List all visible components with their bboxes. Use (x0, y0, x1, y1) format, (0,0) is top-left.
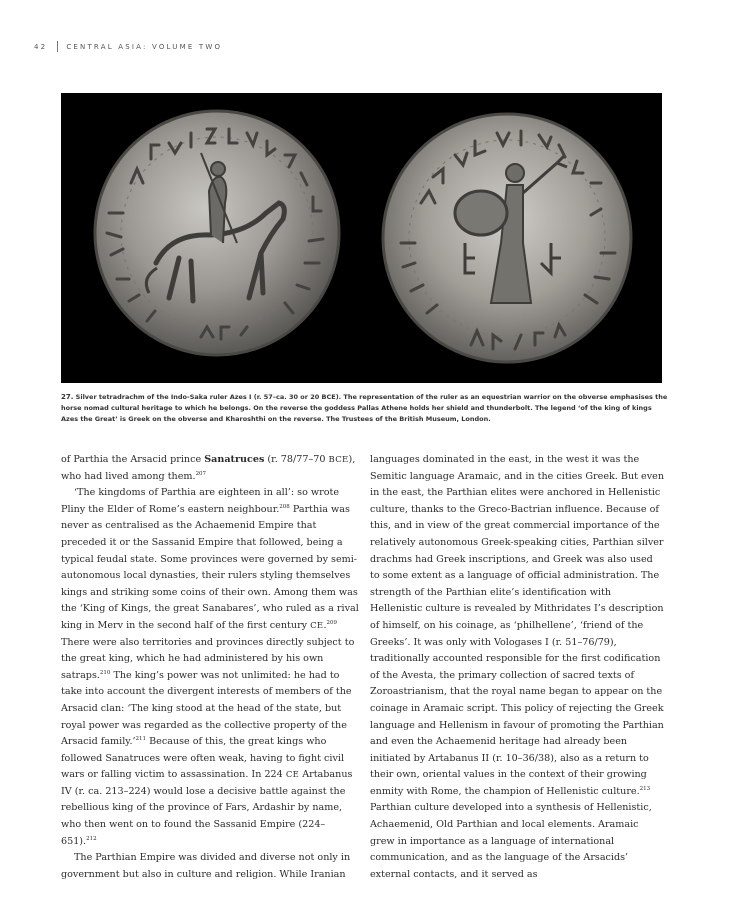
footnote-ref[interactable]: 209 (326, 619, 337, 626)
text-run: There were also territories and provinces directly subject to the great king, which he had administered by his own satraps. (61, 636, 355, 681)
text-run: languages dominated in the east, in the west it was the Semitic language Aramaic, and in the cities Greek. But even in the east, the Parthian elites were anchored in Hellenistic culture, thanks to the Greco-Bactrian influence. Because of this, and in view of the great commercial importance of the relatively autonomous Greek-speaking cities, Parthian silver drachms had Greek inscriptions, and Greek was also used to some extent as a language of official administration. The strength of the Parthian elite’s identification with Hellenistic culture is revealed by Mithridates I’s description of himself, on his coinage, as ‘philhellene’, ‘friend of the Greeks’. It was only with Vologases I (r. 51–76/79), traditionally accounted responsible for the first codification of the Avesta, the primary collection of sacred texts of Zoroastrianism, that the royal name began to appear on the coinage in Aramaic script. This policy of rejecting the Greek language and Hellenism in favour of promoting the Parthian and even the Achaemenid heritage had already been initiated by Artabanus II (r. 10–36/38), also as a return to their own, oriental values in the context of their growing enmity with Rome, the champion of Hellenistic culture. (370, 454, 664, 797)
era-abbrev: CE (285, 770, 300, 781)
coin-photograph (61, 93, 662, 383)
text-run: (r. 78/77–70 (264, 454, 329, 465)
coin-reverse (383, 114, 631, 362)
text-column-left (61, 452, 359, 883)
text-run: of Parthia the Arsacid prince (61, 454, 205, 465)
running-title: CENTRAL ASIA: VOLUME TWO (66, 42, 223, 51)
paragraph: The Parthian Empire was divided and diverse not only in government but also in culture and religion. While Iranian (61, 852, 351, 880)
text-run: ‘The kingdoms of Parthia are eighteen in all’: so wrote Pliny the Elder of Rome’s eastern neighbour. (61, 487, 339, 515)
coin-obverse (95, 111, 339, 355)
header-divider (57, 41, 58, 52)
figure-caption (61, 392, 671, 425)
era-abbrev: BCE (328, 455, 349, 465)
paragraph (370, 452, 665, 883)
footnote-ref[interactable]: 212 (86, 835, 97, 842)
era-abbrev: CE (310, 620, 324, 631)
paragraph (61, 452, 359, 485)
text-run: The king’s power was not unlimited: he had to take into account the divergent interests of members of the Arsacid clan: ‘The king stood at the head of the state, but royal power was regarded as the collective property of the Arsacid family.’ (61, 669, 352, 748)
footnote-ref[interactable]: 208 (279, 503, 290, 510)
footnote-ref[interactable]: 211 (135, 736, 147, 743)
caption-number: 27. (61, 393, 74, 401)
caption-text: Silver tetradrachm of the Indo-Saka ruler Azes I (r. 57–ca. 30 or 20 BCE). The representation of the ruler as an equestrian warrior on the obverse emphasises the horse nomad cultural heritage to which he belongs. On the reverse the goddess Pallas Athene holds her shield and thunderbolt. The legend ‘of the king of kings Azes the Great’ is Greek on the obverse and Kharoshthi on the reverse. The Trustees of the British Museum, London. (61, 393, 668, 423)
footnote-ref[interactable]: 213 (639, 785, 651, 792)
footnote-ref[interactable]: 207 (195, 470, 207, 477)
paragraph: ‘The kingdoms of Parthia are eighteen in all’: so wrote Pliny the Elder of Rome’s eastern neighbour.$^{208}$ Parthia was never as centralised as the Achaemenid Empire that preceded it or the Sassanid Empire that followed, being a typical feudal state. Some provinces were governed by semi-autonomous local dynasties, their rulers styling themselves kings and striking some coins of their own. Among them was the ‘King of Kings, the great Sanabares’, who ruled as a rival king in Merv in the second half of the first century CE.$^{209}$ There were also territories and provinces directly subject to the great king, which he had administered by his own satraps.$^{210}$ The king’s power was not unlimited: he had to take into account the divergent interests of members of the Arsacid clan: ‘The king stood at the head of the state, but royal power was regarded as the collective property of the Arsacid family.’$^{211}$ Because of this, the great kings who followed Sanatruces were often weak, having to fight civil wars or falling victim to assassination. In 224 CE Artabanus IV (r. ca. 213–224) would lose a decisive battle against the rebellious king of the province of Fars, Ardashir by name, who then went on to found the Sassanid Empire (224–651).$^{212}$ (61, 487, 359, 847)
text-run: Parthia was never as centralised as the Achaemenid Empire that preceded it or the Sassanid Empire that followed, being a typical feudal state. Some provinces were governed by semi-autonomous local dynasties, their rulers styling themselves kings and striking some coins of their own. Among them was the ‘King of Kings, the great Sanabares’, who ruled as a rival king in Merv in the second half of the first century (61, 503, 359, 631)
text-run: Because of this, the great kings who followed Sanatruces were often weak, having to fight civil wars or falling victim to assassination. In 224 (61, 736, 345, 781)
page-number: 42 (34, 42, 48, 51)
text-run: Parthian culture developed into a synthesis of Hellenistic, Achaemenid, Old Parthian and local elements. Aramaic grew in importance as a language of international communication, and as the language of the Arsacids’ external contacts, and it served as (370, 802, 652, 880)
coin-illustration (61, 93, 662, 383)
running-head (34, 41, 222, 52)
text-run: Artabanus IV (r. ca. 213–224) would lose a decisive battle against the rebellious king of the province of Fars, Ardashir by name, who then went on to found the Sassanid Empire (224–651). (61, 769, 353, 847)
person-name: Sanatruces (204, 454, 265, 465)
text-column-right (370, 452, 665, 883)
text-run: ), who had lived among them. (61, 454, 356, 482)
footnote-ref[interactable]: 210 (99, 669, 111, 676)
